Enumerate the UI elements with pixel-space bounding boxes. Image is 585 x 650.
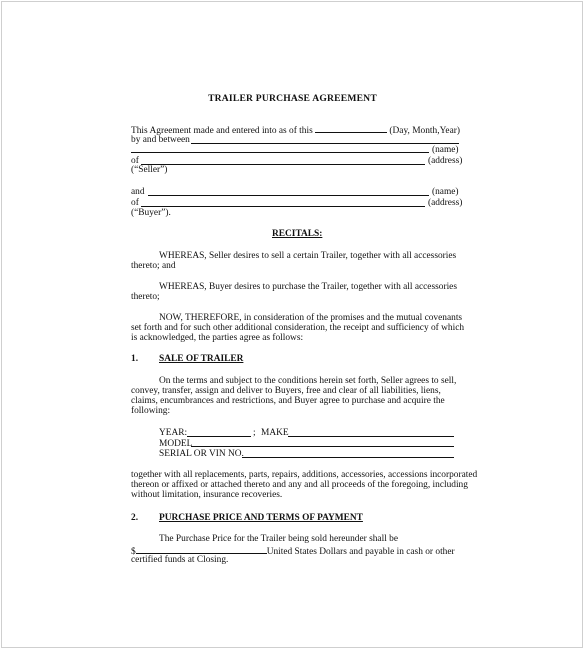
buyer-name-label: (name) xyxy=(432,187,459,197)
date-blank[interactable] xyxy=(315,124,387,133)
price-blank[interactable] xyxy=(136,545,267,554)
recital-1-line-2: thereto; and xyxy=(131,261,176,271)
year-blank[interactable] xyxy=(187,436,251,437)
seller-name-blank[interactable] xyxy=(131,152,429,153)
buyer-address-label: (address) xyxy=(428,198,463,208)
seller-name-label: (name) xyxy=(432,145,459,155)
year-separator: ; xyxy=(253,428,256,438)
serial-label: SERIAL OR VIN NO. xyxy=(159,449,244,459)
buyer-role-label: (“Buyer”). xyxy=(131,208,171,218)
dollar-sign: $ xyxy=(131,547,136,557)
seller-address-blank[interactable] xyxy=(141,164,425,165)
intro-line-2: by and between xyxy=(131,135,190,145)
year-label: YEAR: xyxy=(159,428,188,438)
section-1-line-3: claims, encumbrances and restrictions, and Buyer agree to purchase and acquire the xyxy=(131,396,445,406)
serial-blank[interactable] xyxy=(242,457,454,458)
seller-address-label: (address) xyxy=(428,156,463,166)
buyer-of-label: of xyxy=(131,198,139,208)
price-text: United States Dollars and payable in cash or other xyxy=(266,547,455,557)
recital-3-line-1: NOW, THEREFORE, in consideration of the promises and the mutual covenants xyxy=(159,313,463,323)
seller-role-label: (“Seller”) xyxy=(131,165,168,175)
section-2-number: 2. xyxy=(131,513,139,523)
buyer-name-blank[interactable] xyxy=(148,195,429,196)
recitals-heading: RECITALS: xyxy=(272,229,323,239)
make-blank[interactable] xyxy=(288,436,454,437)
recital-3-line-3: is acknowledged, the parties agree as follows: xyxy=(131,333,304,343)
recital-3-line-2: set forth and for such other additional consideration, the receipt and sufficiency of which xyxy=(131,323,465,333)
date-format-label: (Day, Month,Year) xyxy=(389,126,460,136)
make-label: MAKE xyxy=(261,428,289,438)
recital-1-line-1: WHEREAS, Seller desires to sell a certain Trailer, together with all accessories xyxy=(159,251,457,261)
model-label: MODEL xyxy=(159,439,193,449)
intro-text: This Agreement made and entered into as of this xyxy=(131,126,313,136)
document-title: TRAILER PURCHASE AGREEMENT xyxy=(208,93,377,104)
section-1-line-2: convey, transfer, assign and deliver to Buyers, free and clear of all liabilities, liens, xyxy=(131,386,441,396)
section-1-line-1: On the terms and subject to the conditions herein set forth, Seller agrees to sell, xyxy=(159,376,457,386)
section-1-line-4: following: xyxy=(131,406,171,416)
section-2-heading: PURCHASE PRICE AND TERMS OF PAYMENT xyxy=(159,513,363,523)
parties-blank[interactable] xyxy=(191,143,459,144)
section-1-after-2: thereon or affixed or attached thereto and any and all proceeds of the foregoing, including xyxy=(131,480,468,490)
recital-2-line-2: thereto; xyxy=(131,292,160,302)
recital-2-line-1: WHEREAS, Buyer desires to purchase the Trailer, together with all accessories xyxy=(159,282,457,292)
section-1-number: 1. xyxy=(131,354,139,364)
seller-of-label: of xyxy=(131,156,139,166)
buyer-address-blank[interactable] xyxy=(141,206,425,207)
section-1-heading: SALE OF TRAILER xyxy=(159,354,244,364)
section-1-after-3: without limitation, insurance recoveries. xyxy=(131,490,283,500)
section-1-after-1: together with all replacements, parts, repairs, additions, accessories, accessions incorporated xyxy=(131,470,478,480)
section-2-line-1: The Purchase Price for the Trailer being sold hereunder shall be xyxy=(159,534,398,544)
buyer-and-label: and xyxy=(131,187,145,197)
model-blank[interactable] xyxy=(191,446,454,447)
section-2-line-3: certified funds at Closing. xyxy=(131,555,229,565)
